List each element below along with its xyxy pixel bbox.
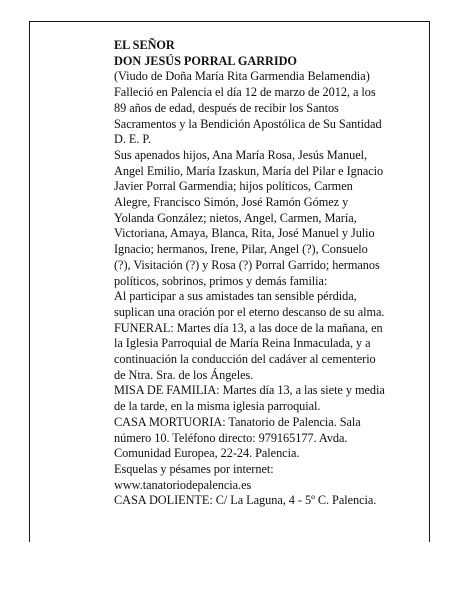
online-condolences: Esquelas y pésames por internet: www.tanatoriodepalencia.es — [114, 461, 274, 492]
frame-top-border — [29, 21, 430, 22]
funeral-info: FUNERAL: Martes día 13, a las doce de la mañana, en la Iglesia Parroquial de María Reina Inmaculada, y a continuación la conducción del cadáver al cementerio de Ntra. Sra. de los Ángeles. — [114, 320, 383, 382]
family-mass-info: MISA DE FAMILIA: Martes día 13, a las siete y media de la tarde, en la misma iglesia parroquial. — [114, 383, 385, 414]
widower-note: (Viudo de Doña María Rita Garmendia Belamendia) — [114, 69, 370, 84]
death-announcement: Falleció en Palencia el día 12 de marzo de 2012, a los 89 años de edad, después de recibir los Santos Sacramentos y la Bendición Apostólica de Su Santidad D. E. P. — [114, 85, 382, 147]
obituary-notice — [114, 38, 430, 509]
frame-left-border — [29, 21, 30, 542]
obituary-heading: EL SEÑOR — [114, 38, 175, 52]
deceased-name: DON JESÚS PORRAL GARRIDO — [114, 53, 297, 68]
family-list: Sus apenados hijos, Ana María Rosa, Jesús Manuel, Angel Emilio, María Izaskun, María del Pilar e Ignacio Javier Porral Garmendia; hijos políticos, Carmen Alegre, Francisco Simón, José Ramón Gómez y Yolanda González; nietos, Angel, Carmen, María, Victoriana, Amaya, Blanca, Rita, José Manuel y Julio Ignacio; hermanos, Irene, Pilar, Angel (?), Consuelo (?), Visitación (?) y Rosa (?) Porral Garrido; hermanos políticos, sobrinos, primos y demás familia: — [114, 147, 384, 288]
grieving-home-address: CASA DOLIENTE: C/ La Laguna, 4 - 5º C. Palencia. — [114, 493, 377, 508]
prayer-request: Al participar a sus amistades tan sensible pérdida, suplican una oración por el eterno descanso de su alma. — [114, 289, 385, 319]
mortuary-info: CASA MORTUORIA: Tanatorio de Palencia. Sala número 10. Teléfono directo: 979165177. Avda. Comunidad Europea, 22-24. Palencia. — [114, 414, 361, 461]
